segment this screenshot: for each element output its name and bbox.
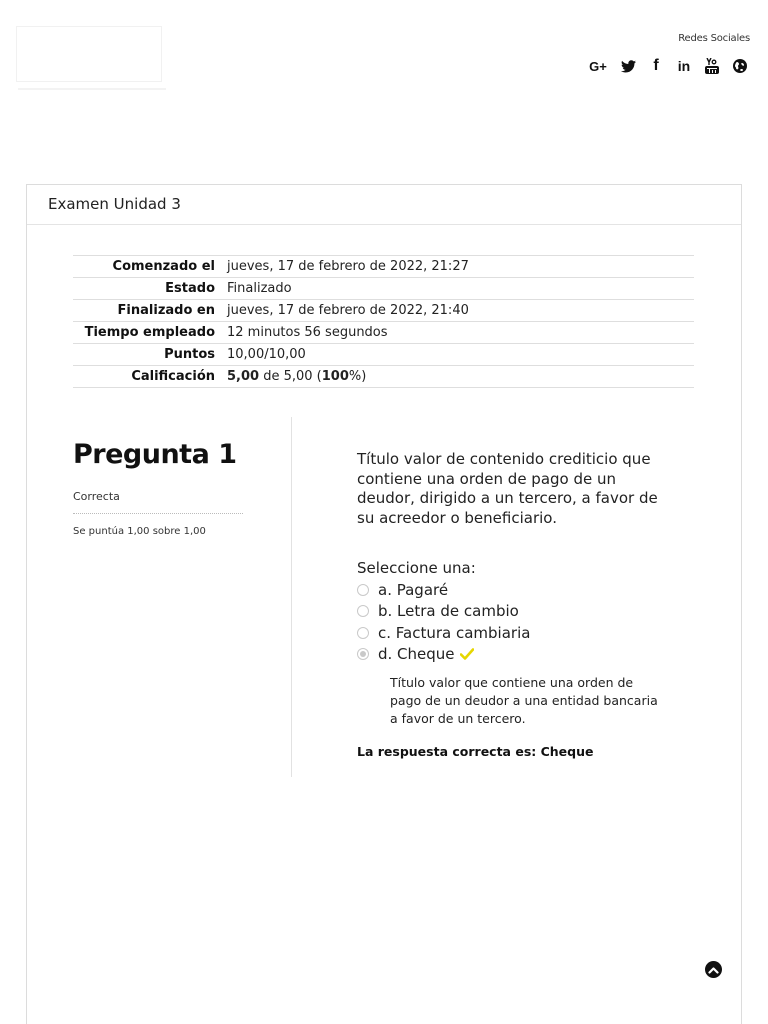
summary-value: 12 minutos 56 segundos <box>227 324 388 340</box>
summary-value: 10,00/10,00 <box>227 346 306 362</box>
grade-percent: 100 <box>321 368 349 384</box>
radio-button-selected[interactable] <box>357 648 369 660</box>
summary-value: jueves, 17 de febrero de 2022, 21:40 <box>227 302 469 318</box>
question-text: Título valor de contenido crediticio que contiene una orden de pago de un deudor, dirigido a un tercero, a favor de su acreedor o beneficiario. <box>357 450 658 527</box>
answer-label: d. Cheque <box>378 645 455 664</box>
question-grade: Se puntúa 1,00 sobre 1,00 <box>73 526 206 537</box>
radio-button[interactable] <box>357 584 369 596</box>
exam-title: Examen Unidad 3 <box>27 185 741 225</box>
table-row <box>73 278 694 300</box>
linkedin-icon[interactable]: in <box>677 58 691 74</box>
radio-button[interactable] <box>357 627 369 639</box>
question-divider <box>291 417 292 777</box>
answer-options <box>357 579 667 665</box>
answer-option-d[interactable] <box>357 644 667 666</box>
grade-percent-close: %) <box>348 368 367 384</box>
answer-label: b. Letra de cambio <box>378 602 519 621</box>
facebook-icon[interactable]: f <box>653 57 659 74</box>
globe-icon[interactable] <box>732 58 748 74</box>
question-state: Correcta <box>73 490 243 514</box>
question-number: Pregunta 1 <box>73 439 237 470</box>
answer-option-c[interactable] <box>357 622 667 644</box>
exam-review-card <box>26 184 742 1024</box>
question-info <box>73 439 243 537</box>
answer-option-a[interactable] <box>357 579 667 601</box>
table-row <box>73 256 694 278</box>
site-logo[interactable] <box>16 26 162 82</box>
summary-label: Calificación <box>131 368 215 384</box>
twitter-icon[interactable] <box>620 58 636 74</box>
grade-max: de 5,00 ( <box>259 368 322 384</box>
summary-label: Tiempo empleado <box>84 324 215 340</box>
summary-label: Finalizado en <box>117 302 215 318</box>
answer-feedback: Título valor que contiene una orden de pago de un deudor a una entidad bancaria a favor de un tercero. <box>390 675 658 726</box>
attempt-summary-table <box>73 255 694 388</box>
youtube-icon[interactable] <box>704 58 720 74</box>
logo-tagline <box>18 88 166 90</box>
summary-value: Finalizado <box>227 280 292 296</box>
table-row <box>73 300 694 322</box>
summary-label: Puntos <box>164 346 215 362</box>
answer-label: a. Pagaré <box>378 580 449 599</box>
grade-value <box>221 366 694 388</box>
correct-answer-text: La respuesta correcta es: Cheque <box>357 744 594 759</box>
summary-label: Estado <box>165 280 215 296</box>
summary-label: Comenzado el <box>112 258 215 274</box>
radio-button[interactable] <box>357 605 369 617</box>
summary-value: jueves, 17 de febrero de 2022, 21:27 <box>227 258 469 274</box>
google-plus-icon[interactable]: G+ <box>589 58 607 74</box>
table-row <box>73 344 694 366</box>
scroll-to-top-button[interactable] <box>705 961 722 978</box>
question-content <box>357 450 667 759</box>
table-row <box>73 366 694 388</box>
answer-prompt: Seleccione una: <box>357 559 476 577</box>
correct-check-icon <box>460 648 474 660</box>
table-row <box>73 322 694 344</box>
grade-score: 5,00 <box>227 368 260 384</box>
chevron-up-icon <box>708 966 719 974</box>
answer-label: c. Factura cambiaria <box>378 623 531 642</box>
social-links <box>588 58 748 74</box>
social-networks-title: Redes Sociales <box>678 33 750 44</box>
answer-option-b[interactable] <box>357 601 667 623</box>
